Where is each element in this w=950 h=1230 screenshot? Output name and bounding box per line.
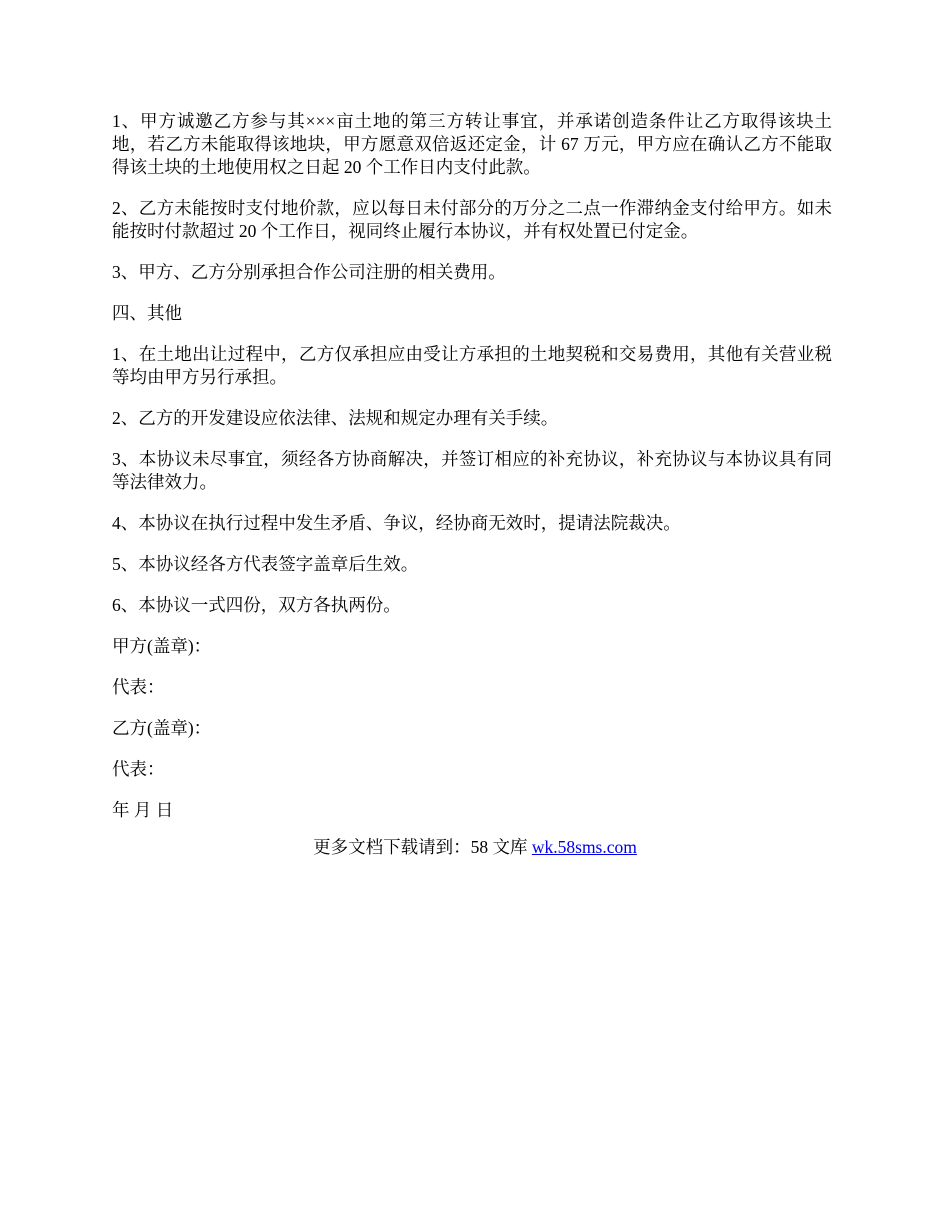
clause-3-fees: 3、甲方、乙方分别承担合作公司注册的相关费用。 — [112, 262, 506, 282]
other-clause-3: 3、本协议未尽事宜，须经各方协商解决，并签订相应的补充协议，补充协议与本协议具有同等法律效力。 — [112, 449, 832, 492]
party-a-representative-line: 代表： — [112, 677, 165, 697]
party-a-seal-line: 甲方(盖章)： — [112, 636, 212, 656]
clause-2-late-fee: 2、乙方未能按时支付地价款，应以每日未付部分的万分之二点一作滞纳金支付给甲方。如未能按时付款超过 20 个工作日，视同终止履行本协议，并有权处置已付定金。 — [112, 198, 832, 241]
download-footer — [0, 836, 950, 859]
clause-1-deposit: 1、甲方诚邀乙方参与其×××亩土地的第三方转让事宜，并承诺创造条件让乙方取得该块土地，若乙方未能取得该地块，甲方愿意双倍返还定金，计 67 万元，甲方应在确认乙方不能取得该土块的土地使用权之日起 20 个工作日内支付此款。 — [112, 111, 832, 177]
footer-text: 更多文档下载请到：58 文库 — [313, 837, 532, 857]
other-clause-6: 6、本协议一式四份，双方各执两份。 — [112, 595, 401, 615]
party-b-representative-line: 代表： — [112, 759, 165, 779]
party-b-seal-line: 乙方(盖章)： — [112, 718, 212, 738]
other-clause-1: 1、在土地出让过程中，乙方仅承担应由受让方承担的土地契税和交易费用，其他有关营业税等均由甲方另行承担。 — [112, 344, 832, 387]
other-clause-5: 5、本协议经各方代表签字盖章后生效。 — [112, 554, 419, 574]
other-clause-2: 2、乙方的开发建设应依法律、法规和规定办理有关手续。 — [112, 408, 559, 428]
section-heading-other: 四、其他 — [112, 303, 182, 323]
footer-link[interactable]: wk.58sms.com — [531, 837, 637, 857]
document-page — [112, 110, 832, 840]
date-line: 年 月 日 — [112, 800, 174, 820]
other-clause-4: 4、本协议在执行过程中发生矛盾、争议，经协商无效时，提请法院裁决。 — [112, 513, 681, 533]
